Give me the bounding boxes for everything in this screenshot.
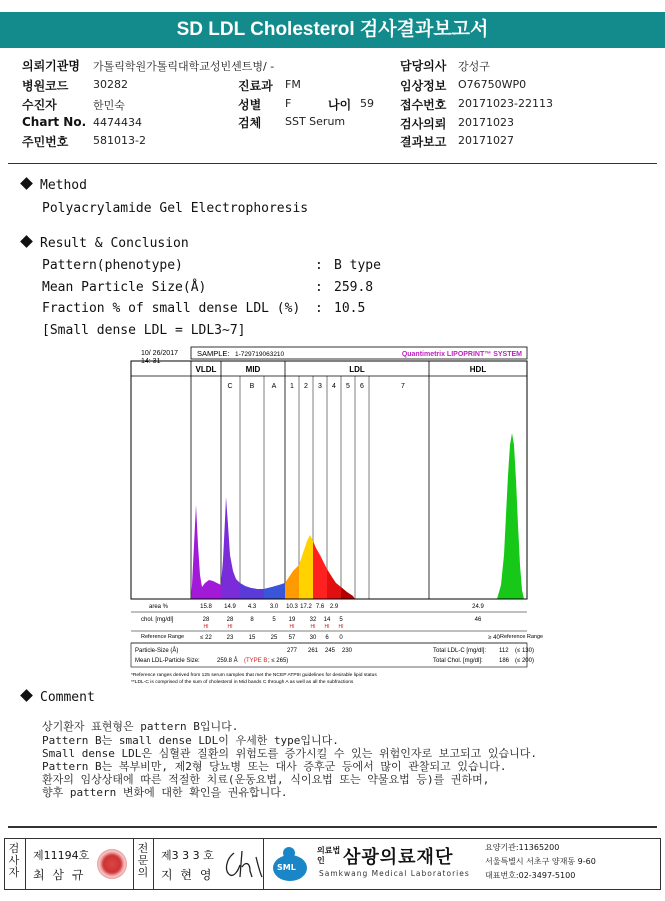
foundation-name: 삼광의료재단 xyxy=(343,847,454,868)
total-ldl-ref: (≤ 130) xyxy=(515,648,534,654)
sample-label: SAMPLE: xyxy=(197,349,230,358)
region-mid: MID xyxy=(245,365,261,374)
examiner-no: 제11194호 xyxy=(33,849,90,862)
ref-value: 15 xyxy=(248,635,256,641)
ldl-band-2: 2 xyxy=(304,383,308,390)
ldl-band-5: 5 xyxy=(346,383,350,390)
comment-line: Pattern B는 복부비만, 제2형 당뇨병 또는 대사 증후군 등에서 많이 관찰되고 있습니다. xyxy=(42,760,507,773)
area-value: 4.3 xyxy=(247,604,257,610)
chart-background xyxy=(127,345,532,687)
ref-value: 57 xyxy=(288,635,296,641)
ref-value: 25 xyxy=(270,635,278,641)
ldl-band-4: 4 xyxy=(332,383,336,390)
method-heading xyxy=(22,178,87,193)
region-vldl: VLDL xyxy=(195,365,217,374)
specimen-value: SST Serum xyxy=(285,115,346,128)
total-ldl-label: Total LDL-C [mg/dl]: xyxy=(433,648,487,654)
institution-code: 요양기관:11365200 xyxy=(485,843,560,852)
foundation-en: Samkwang Medical Laboratories xyxy=(319,869,470,878)
doctor-value: 강성구 xyxy=(458,60,490,73)
total-chol-value: 186 xyxy=(499,658,510,664)
hi-flag: HI xyxy=(310,624,316,630)
region-hdl: HDL xyxy=(469,365,487,374)
particle-size-3: 245 xyxy=(324,648,336,654)
row-label-chol: chol. [mg/dl] xyxy=(141,617,174,623)
report-date-value: 20171027 xyxy=(458,134,514,147)
clinical-info-value: O76750WP0 xyxy=(458,78,527,91)
chart-no-label: Chart No. xyxy=(22,115,87,129)
chol-value: 14 xyxy=(323,617,331,623)
total-chol-ref: (≤ 200) xyxy=(515,658,534,664)
ref-value: ≥ 40 xyxy=(488,635,500,641)
chart-no-value: 4474434 xyxy=(93,116,142,129)
mid-band-c: C xyxy=(227,383,233,390)
pattern-value: B type xyxy=(334,258,381,273)
chol-value: 8 xyxy=(250,617,254,623)
area-value: 24.9 xyxy=(472,604,484,610)
specialist-no: 제3 3 3 호 xyxy=(161,849,214,862)
specialist-signature-icon xyxy=(220,847,264,881)
row-label-area: area % xyxy=(149,604,169,610)
receipt-no-label: 접수번호 xyxy=(400,98,447,112)
resident-no-label: 주민번호 xyxy=(22,135,69,149)
row-label-ref-hdl: Reference Range xyxy=(500,634,544,640)
fraction-colon: : xyxy=(315,301,323,316)
header-divider xyxy=(8,163,657,164)
area-value: 17.2 xyxy=(300,604,312,610)
phone: 대표번호:02-3497-5100 xyxy=(485,871,576,880)
report-date-label: 결과보고 xyxy=(400,135,447,149)
hi-flag: HI xyxy=(203,624,209,630)
doctor-label: 담당의사 xyxy=(400,59,447,73)
comment-line: 환자의 임상상태에 따른 적절한 치료(운동요법, 식이요법 또는 약물요법 등)를 권하며, xyxy=(42,773,490,786)
clinical-info-label: 임상정보 xyxy=(400,79,447,93)
bullet-diamond-icon xyxy=(20,235,33,248)
chart-date: 10/ 26/2017 xyxy=(141,350,178,357)
method-heading-text: Method xyxy=(40,178,87,193)
institution-value: 가톨릭학원가톨릭대학교성빈센트병/ - xyxy=(93,60,275,73)
particle-size-1: 277 xyxy=(286,648,298,654)
chol-value: 28 xyxy=(226,617,234,623)
fraction-label: Fraction % of small dense LDL (%) xyxy=(42,301,301,316)
footer-sep xyxy=(133,839,134,889)
footer-divider xyxy=(8,826,657,828)
comment-heading xyxy=(22,690,95,705)
chart-time: 14: 31 xyxy=(141,358,161,365)
ref-value: 30 xyxy=(309,635,317,641)
hi-flag: HI xyxy=(324,624,330,630)
chol-value: 28 xyxy=(202,617,210,623)
ref-value: ≤ 22 xyxy=(200,635,212,641)
footnote-2: **LDL-C is comprised of the sum of cholesterol in Mid bands C through A as well as all the subfractions xyxy=(131,680,354,685)
system-name: Quantimetrix LIPOPRINT™ SYSTEM xyxy=(401,351,522,358)
pattern-colon: : xyxy=(315,258,323,273)
resident-no-value: 581013-2 xyxy=(93,134,146,147)
department-value: FM xyxy=(285,78,301,91)
particle-size-label: Particle-Size (Å) xyxy=(135,648,179,654)
report-title: SD LDL Cholesterol 검사결과보고서 xyxy=(0,12,665,48)
particle-size-4: 230 xyxy=(341,648,353,654)
specialist-title: 전문의 xyxy=(137,842,149,879)
mean-size-ref: ; ≤ 265) xyxy=(268,658,289,664)
institution-label: 의뢰기관명 xyxy=(22,59,80,73)
comment-line: Small dense LDL은 심혈관 질환의 위험도를 증가시킬 수 있는 위험인자로 보고되고 있습니다. xyxy=(42,747,537,760)
ldl-band-6: 6 xyxy=(360,383,364,390)
area-value: 7.6 xyxy=(315,604,325,610)
size-colon: : xyxy=(315,280,323,295)
hi-flag: HI xyxy=(289,624,295,630)
pattern-label: Pattern(phenotype) xyxy=(42,258,183,273)
bullet-diamond-icon xyxy=(20,689,33,702)
region-ldl: LDL xyxy=(349,365,365,374)
ldl-band-3: 3 xyxy=(318,383,322,390)
examiner-title: 검사자 xyxy=(8,842,20,879)
size-value: 259.8 xyxy=(334,280,374,295)
chol-value: 19 xyxy=(288,617,296,623)
chol-value: 32 xyxy=(309,617,317,623)
patient-value: 한민숙 xyxy=(93,99,125,112)
result-heading-text: Result & Conclusion xyxy=(40,236,189,251)
chol-value: 5 xyxy=(339,617,343,623)
foundation-prefix: 의료법인 xyxy=(317,846,341,865)
ref-value: 23 xyxy=(226,635,234,641)
specimen-label: 검체 xyxy=(238,116,262,130)
age-value: 59 xyxy=(360,97,374,110)
receipt-no-value: 20171023-22113 xyxy=(458,97,553,110)
footer-sep xyxy=(263,839,264,889)
area-value: 10.3 xyxy=(286,604,298,610)
row-label-ref: Reference Range xyxy=(141,634,185,640)
lipoprint-chart xyxy=(127,345,544,687)
comment-line: 상기환자 표현형은 pattern B입니다. xyxy=(42,720,239,733)
result-heading xyxy=(22,236,189,251)
particle-size-2: 261 xyxy=(307,648,319,654)
examiner-name: 최 삼 규 xyxy=(33,868,86,882)
hi-flag: HI xyxy=(338,624,344,630)
age-label: 나이 xyxy=(328,98,352,112)
comment-line: 향후 pattern 변화에 대한 확인을 권유합니다. xyxy=(42,786,288,799)
fraction-value: 10.5 xyxy=(334,301,366,316)
sex-value: F xyxy=(285,97,292,110)
area-value: 15.8 xyxy=(200,604,212,610)
comment-heading-text: Comment xyxy=(40,690,95,705)
mid-band-b: B xyxy=(249,383,255,390)
size-label: Mean Particle Size(Å) xyxy=(42,280,207,295)
hospital-code-label: 병원코드 xyxy=(22,79,69,93)
examiner-seal-icon xyxy=(97,849,127,879)
ldl-band-1: 1 xyxy=(290,383,294,390)
patient-label: 수진자 xyxy=(22,98,57,112)
specialist-name: 지 현 영 xyxy=(161,868,214,882)
sml-logo-icon xyxy=(271,845,311,885)
area-value: 3.0 xyxy=(269,604,279,610)
request-date-label: 검사의뢰 xyxy=(400,117,447,131)
area-value: 14.9 xyxy=(224,604,236,610)
comment-line: Pattern B는 small dense LDL이 우세한 type입니다. xyxy=(42,734,339,747)
sml-mark: SML xyxy=(277,863,296,872)
sample-id: 1-729719063210 xyxy=(235,351,285,358)
mean-size-value: 259.8 Å xyxy=(217,658,238,664)
mean-size-type: (TYPE B xyxy=(244,658,268,664)
bullet-diamond-icon xyxy=(20,177,33,190)
signature-footer xyxy=(4,838,661,890)
mid-band-a: A xyxy=(271,383,277,390)
total-chol-label: Total Chol. [mg/dl]: xyxy=(433,658,483,664)
sex-label: 성별 xyxy=(238,98,262,112)
department-label: 진료과 xyxy=(238,79,273,93)
ldl-band-7: 7 xyxy=(401,383,405,390)
hospital-code-value: 30282 xyxy=(93,78,128,91)
footnote-1: *Reference ranges derived from 125 serum samples that met the NCEP ATPIII guidelines for desirable lipid status xyxy=(131,673,377,678)
mean-size-label: Mean LDL-Particle Size: xyxy=(135,658,200,664)
footer-sep xyxy=(25,839,26,889)
total-ldl-value: 112 xyxy=(499,648,509,654)
hi-flag: HI xyxy=(227,624,233,630)
ref-value: 0 xyxy=(339,635,343,641)
area-value: 2.9 xyxy=(329,604,339,610)
sd-ldl-note: [Small dense LDL = LDL3~7] xyxy=(42,323,246,338)
address: 서울특별시 서초구 양재동 9-60 xyxy=(485,857,596,866)
chol-value: 46 xyxy=(474,617,482,623)
footer-sep xyxy=(153,839,154,889)
chol-value: 5 xyxy=(272,617,276,623)
request-date-value: 20171023 xyxy=(458,116,514,129)
method-text: Polyacrylamide Gel Electrophoresis xyxy=(42,201,309,216)
ref-value: 6 xyxy=(325,635,329,641)
